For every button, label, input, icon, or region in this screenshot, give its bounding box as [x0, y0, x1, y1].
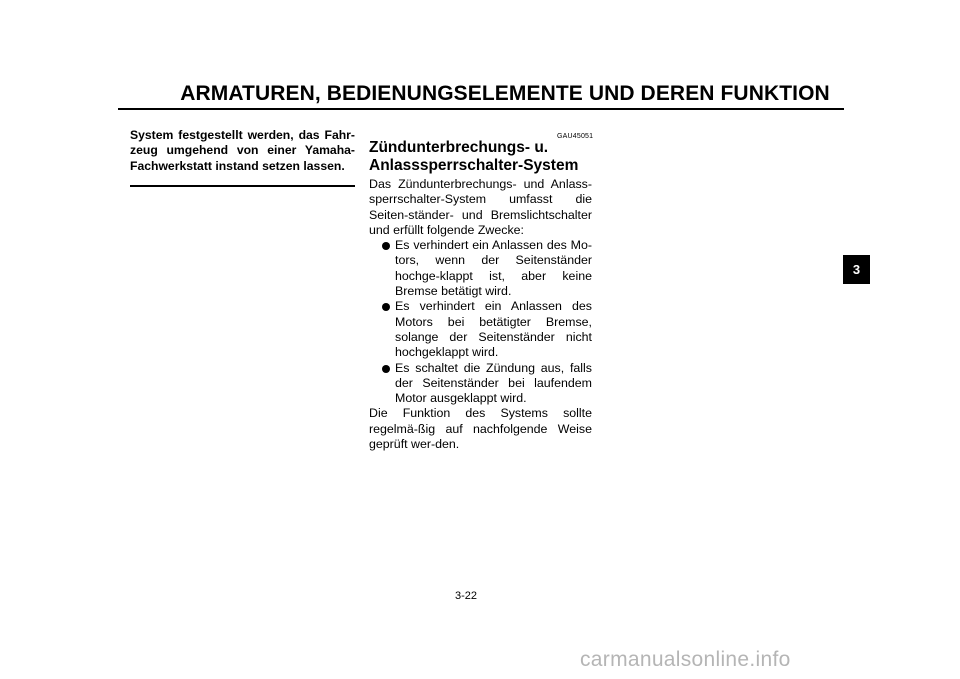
bullet-list — [369, 238, 592, 406]
bullet-dot-icon — [382, 242, 390, 250]
warning-text: System festgestellt werden, das Fahr-zeug umgehend von einer Yamaha-Fachwerkstatt instand setzen lassen. — [130, 128, 355, 173]
bullet-text: Es verhindert ein Anlassen des Mo-tors, wenn der Seitenständer hochge-klappt ist, aber keine Bremse betätigt wird. — [395, 238, 592, 299]
warning-divider — [130, 185, 355, 187]
section-body — [369, 177, 592, 452]
intro-paragraph: Das Zündunterbrechungs- und Anlass-sperrschalter-System umfasst die Seiten-ständer- und Bremslichtschalter und erfüllt folgende Zwecke: — [369, 177, 592, 237]
bullet-dot-icon — [382, 303, 390, 311]
section-code: GAU45051 — [557, 133, 594, 140]
section-title: Zündunterbrechungs- u. Anlasssperrschalter-System — [369, 139, 579, 174]
chapter-tab: 3 — [843, 255, 870, 284]
bullet-text: Es schaltet die Zündung aus, falls der Seitenständer bei laufendem Motor ausgeklappt wird. — [395, 360, 592, 406]
page-number: 3-22 — [455, 590, 478, 602]
bullet-item — [369, 299, 592, 360]
bullet-text: Es verhindert ein Anlassen des Motors bei betätigter Bremse, solange der Seitenständer nicht hochgeklappt wird. — [395, 299, 592, 360]
header-divider — [118, 108, 844, 110]
page-header-title: ARMATUREN, BEDIENUNGSELEMENTE UND DEREN FUNKTION — [180, 82, 830, 105]
bullet-item — [369, 361, 592, 407]
bullet-item — [369, 238, 592, 299]
outro-paragraph: Die Funktion des Systems sollte regelmä-ßig auf nachfolgende Weise geprüft wer-den. — [369, 406, 592, 452]
bullet-dot-icon — [382, 365, 390, 373]
watermark: carmanualsonline.info — [580, 648, 791, 671]
